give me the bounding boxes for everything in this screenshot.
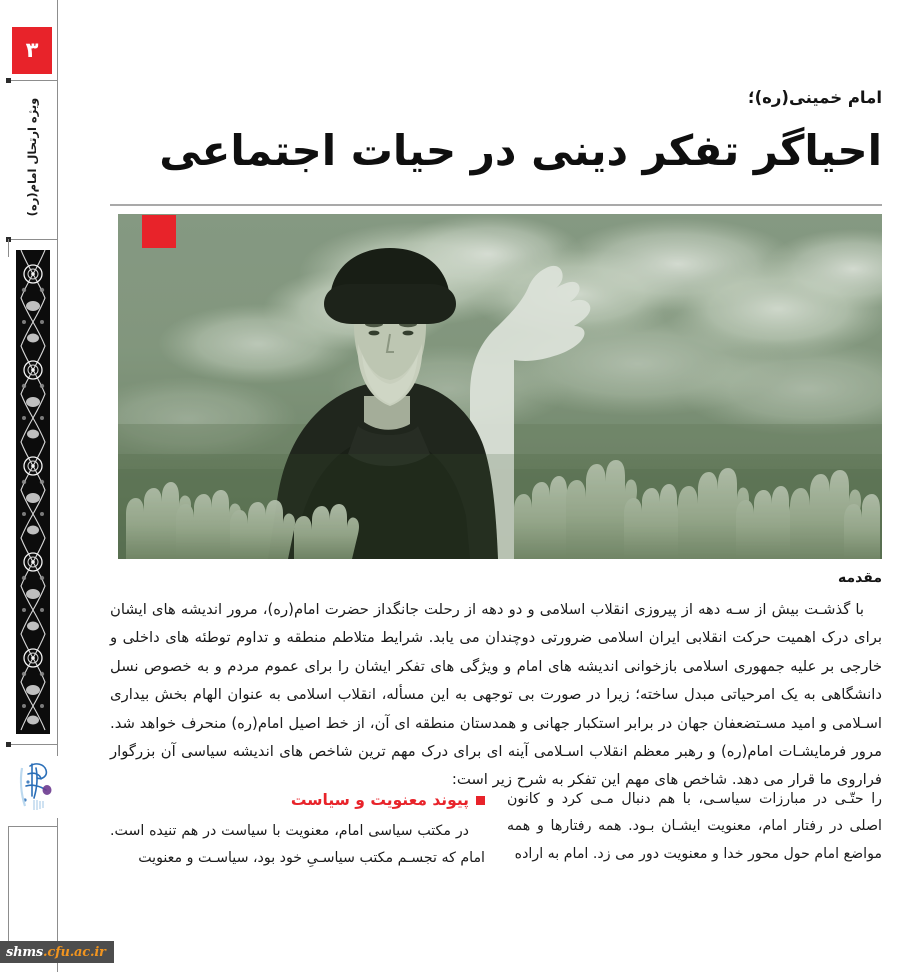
bullet-heading bbox=[110, 786, 485, 816]
ornament-pattern-icon bbox=[16, 250, 50, 734]
intro-paragraph: با گذشـت بیش از سـه دهه از پیروزی انقلاب اسلامی و دو دهه از رحلت جانگداز حضرت امام(ره)، مرور اندیشه های ایشان برای درک اهمیت حرکت انقلابی ایران اسلامی ضرورتی دوچندان می یابد. شرایط متلاطم منطقه و تداوم توطئه های داخلی و خارجی بر علیه جمهوری اسلامی بازخوانی اندیشه های امام و ویژگی های تفکر ایشان را برای عموم مردم و به خصوص نسل دانشگاهی به یک امرحیاتی مبدل ساخته؛ زیرا در صورت بی توجهی به این مسأله، انقلاب اسلامی به عنوان الهام بخش بیداری اسـلامی و امید مسـتضعفان جهان در برابر استکبار جهانی و همدستان منطقه ای آن، از خط اصیل امام(ره) منحرف خواهد شد. مرور فرمایشـات امام(ره) و رهبر معظم انقلاب اسـلامی آینه ای برای درک مهم ترین شاخص های اندیشه سیاسی آن بزرگوار فراروی ما قرار می دهد. شاخص های مهم این تفکر به شرح زیر است: bbox=[110, 601, 882, 789]
two-column-section bbox=[110, 786, 882, 872]
column-right-paragraph: در مکتب سیاسی امام، معنویت با سیاست در هم تنیده است. امام که تجسـم مکتب سیاسـیِ خود بود، سیاسـت و معنویت bbox=[110, 822, 485, 867]
sidebar-edge-lower-cap bbox=[8, 826, 58, 827]
bullet-heading-label: پیوند معنویت و سیاست bbox=[290, 791, 469, 809]
column-right bbox=[110, 786, 485, 872]
footer-url[interactable] bbox=[0, 941, 114, 963]
page-title: احیاگر تفکر دینی در حیات اجتماعی bbox=[159, 126, 882, 175]
footer-url-secondary: .cfu.ac.ir bbox=[43, 944, 106, 960]
hero-red-accent-square bbox=[142, 215, 176, 248]
institution-logo bbox=[16, 756, 60, 818]
calligraphy-logo-icon bbox=[16, 756, 60, 818]
running-head-vertical: ویژه ارتحال امام(ره) bbox=[25, 97, 39, 217]
title-divider bbox=[110, 204, 882, 206]
hero-photo-illustration-icon bbox=[118, 214, 882, 559]
sidebar-tick-middle bbox=[8, 239, 58, 240]
main-content bbox=[110, 0, 882, 972]
red-square-bullet-icon bbox=[476, 796, 485, 805]
decorative-border-ornament bbox=[14, 250, 52, 734]
section-heading-intro: مقدمه bbox=[838, 570, 882, 586]
hero-photo bbox=[118, 214, 882, 559]
column-left-paragraph: را حتّـی در مبارزات سیاسـی، با هم دنبال مـی کرد و کانون اصلی در رفتار امام، معنویت ایشـان بـود. همه رفتارها و همه مواضع امام حول محور خدا و معنویت دور می زد. امام به اراده bbox=[507, 791, 882, 862]
sidebar-edge-lower bbox=[8, 826, 9, 946]
article-kicker: امام خمینی(ره)؛ bbox=[748, 88, 882, 107]
page-number-badge: ۳ bbox=[12, 27, 52, 74]
sidebar-edge-upper bbox=[8, 239, 9, 257]
sidebar-tick-bottom bbox=[8, 744, 58, 745]
footer-url-primary: shms bbox=[6, 944, 44, 960]
sidebar-tick-top bbox=[8, 80, 58, 81]
column-left bbox=[507, 786, 882, 872]
